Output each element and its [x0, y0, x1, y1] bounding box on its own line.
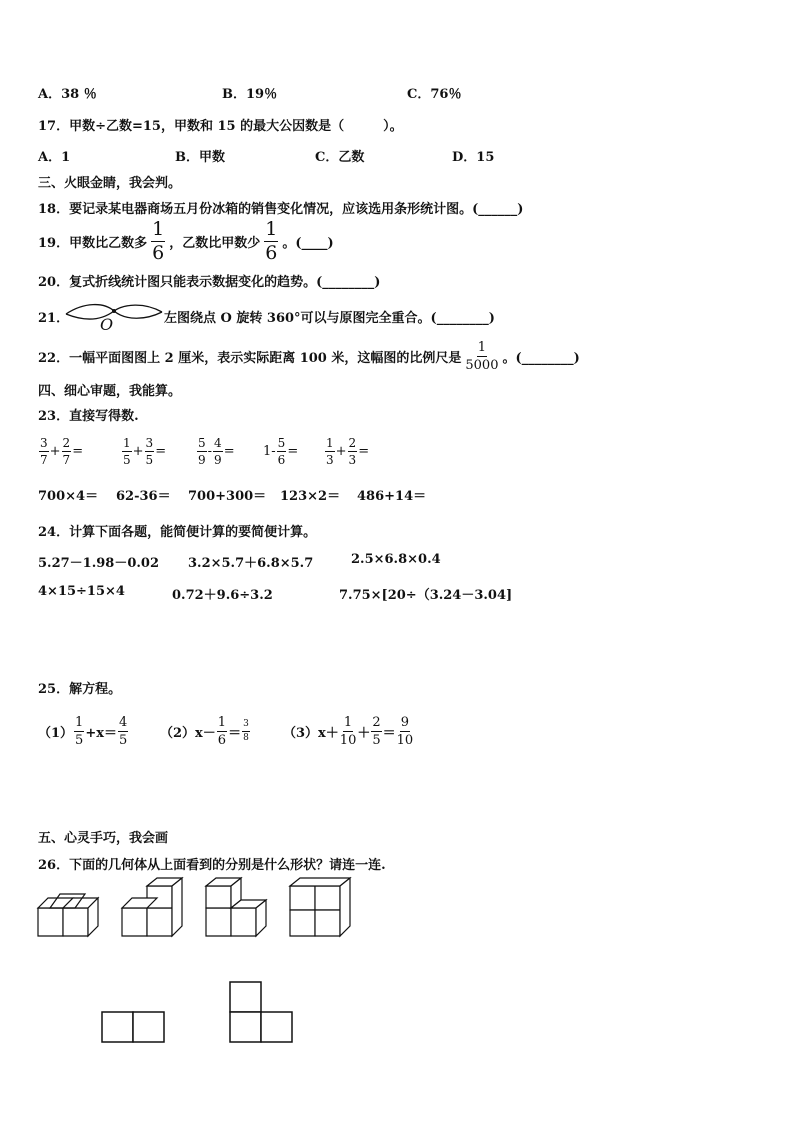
solid-3-l-shape	[204, 876, 268, 940]
q17-option-b: B．甲数	[175, 150, 225, 165]
q17-option-a: A．1	[38, 150, 71, 165]
q23-item-1: $\frac{3}{7}$ + $\frac{2}{7}$ =	[40, 435, 84, 467]
q19-text-3: 。(____)	[282, 235, 334, 251]
q22-scale-fraction: $\frac{1}{5000}$	[465, 339, 499, 373]
q19-number: 19．	[38, 235, 70, 251]
q19	[38, 217, 334, 264]
q25-title: 25．解方程。	[38, 682, 122, 697]
q21-text: 左图绕点 O 旋转 360°可以与原图完全重合。(________)	[164, 311, 495, 326]
solid-4-square-block	[288, 876, 352, 940]
q16-option-b: B．19％	[222, 87, 278, 102]
q26: 26．下面的几何体从上面看到的分别是什么形状？请连一连.	[38, 858, 386, 873]
q17-stem: 17．甲数÷乙数=15，甲数和 15 的最大公因数是（ ）。	[38, 119, 403, 134]
q17-option-c: C．乙数	[315, 150, 365, 165]
equation-2: （2）x－ $\frac{1}{6}$ ＝ $\frac{3}{8}$	[160, 714, 249, 748]
rotation-center-point	[112, 309, 116, 313]
q18: 18．要记录某电器商场五月份冰箱的销售变化情况，应该选用条形统计图。(______)	[38, 202, 524, 217]
q16-option-c: C．76％	[407, 87, 462, 102]
q19-text-1: 甲数比乙数多	[69, 235, 148, 251]
q24-expr-2: 3.2×5.7＋6.8×5.7	[188, 556, 314, 571]
q23-calc-1: 700×4＝	[38, 489, 99, 504]
q24-expr-4: 4×15÷15×4	[38, 584, 125, 599]
q24-expr-5: 0.72＋9.6÷3.2	[172, 588, 273, 603]
q19-fraction-1: $\frac{1}{6}$	[152, 217, 165, 264]
q22	[38, 336, 580, 376]
section-5-heading: 五、心灵手巧，我会画	[38, 831, 169, 846]
q22-tail: 。(________)	[502, 350, 580, 366]
solid-2-l-shape	[120, 876, 184, 940]
q16-option-a: A．38 ％	[38, 87, 97, 102]
equation-1: （1） $\frac{1}{5}$ +x＝ $\frac{4}{5}$	[38, 714, 128, 748]
q20: 20．复式折线统计图只能表示数据变化的趋势。(________)	[38, 275, 381, 290]
section-3-heading: 三、火眼金睛，我会判。	[38, 176, 182, 191]
point-o-label: O	[100, 315, 114, 334]
q23-title: 23．直接写得数.	[38, 409, 139, 424]
q21-number: 21．	[38, 311, 70, 326]
solid-1-two-cubes	[36, 890, 100, 940]
q23-item-5: $\frac{1}{3}$ + $\frac{2}{3}$ =	[326, 435, 370, 467]
q23-item-4: 1- $\frac{5}{6}$ =	[263, 435, 299, 467]
q19-text-2: ，乙数比甲数少	[169, 235, 261, 251]
q23-item-3: $\frac{5}{9}$ - $\frac{4}{9}$ =	[198, 435, 235, 467]
q19-fraction-2: $\frac{1}{6}$	[265, 217, 278, 264]
q24-expr-6: 7.75×[20÷（3.24－3.04]	[339, 588, 513, 603]
rotation-figure	[64, 298, 164, 332]
q23-calc-3: 700+300＝	[188, 489, 267, 504]
q23-item-2: $\frac{1}{5}$ + $\frac{3}{5}$ =	[123, 435, 167, 467]
q23-calc-5: 486+14＝	[357, 489, 427, 504]
q24-expr-1: 5.27－1.98－0.02	[38, 556, 159, 571]
q22-text: 22．一幅平面图图上 2 厘米，表示实际距离 100 米，这幅图的比例尺是	[38, 350, 462, 366]
section-4-heading: 四、细心审题，我能算。	[38, 384, 182, 399]
equation-3: （3）x＋ $\frac{1}{10}$ ＋ $\frac{2}{5}$ ＝ $\frac{9}{10}$	[283, 714, 414, 748]
q24-expr-3: 2.5×6.8×0.4	[351, 552, 441, 567]
q23-calc-2: 62-36＝	[116, 489, 171, 504]
q24-title: 24．计算下面各题，能简便计算的要简便计算。	[38, 525, 317, 540]
top-view-l-shape	[228, 980, 294, 1044]
q17-option-d: D．15	[452, 150, 495, 165]
top-view-two-squares	[100, 1010, 166, 1044]
q23-calc-4: 123×2＝	[280, 489, 341, 504]
